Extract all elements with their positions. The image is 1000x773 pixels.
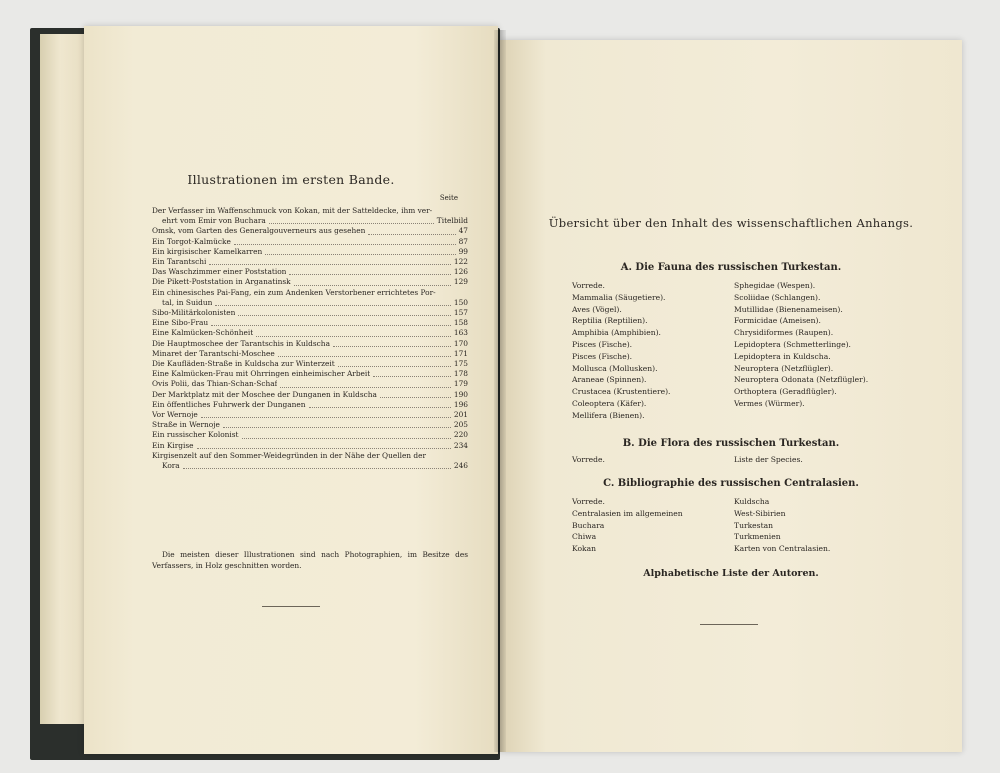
illustration-title: Minaret der Tarantschi-Moschee bbox=[152, 348, 275, 358]
list-item: Vorrede. bbox=[572, 497, 605, 506]
list-item: Chiwa bbox=[572, 532, 597, 542]
dot-leader bbox=[368, 234, 455, 235]
dot-leader bbox=[280, 387, 451, 388]
list-item: Lepidoptera in Kuldscha. bbox=[734, 351, 831, 361]
dot-leader bbox=[201, 417, 451, 418]
list-item: Karten von Centralasien. bbox=[734, 544, 831, 554]
illustration-page: 234 bbox=[453, 440, 468, 450]
illustration-page: 190 bbox=[453, 389, 468, 399]
list-item bbox=[152, 237, 468, 247]
list-item bbox=[152, 441, 468, 451]
illustration-title: Die Kaufläden-Straße in Kuldscha zur Winterzeit bbox=[152, 359, 335, 369]
dot-leader bbox=[373, 376, 451, 377]
list-item bbox=[152, 390, 468, 400]
list-item: Aves (Vögel). bbox=[572, 304, 622, 314]
list-item: Mellifera (Bienen). bbox=[572, 410, 645, 420]
list-item bbox=[152, 400, 468, 410]
illustration-page: 171 bbox=[453, 348, 468, 358]
list-item: Formicidae (Ameisen). bbox=[734, 316, 821, 326]
illustration-page: 178 bbox=[453, 369, 468, 379]
list-item: Turkmenien bbox=[734, 532, 781, 542]
list-item: Liste der Species. bbox=[734, 455, 803, 464]
dot-leader bbox=[338, 366, 451, 367]
dot-leader bbox=[256, 336, 451, 337]
list-item: Kokan bbox=[572, 544, 597, 554]
list-item: Vorrede. bbox=[572, 281, 605, 290]
illustration-title: Das Waschzimmer einer Poststation bbox=[152, 267, 287, 277]
illustration-page: 170 bbox=[453, 338, 468, 348]
illustration-title: Ein chinesisches Pai-Fang, ein zum Andenken Verstorbener errichtetes Por- bbox=[152, 287, 436, 297]
dot-leader bbox=[223, 427, 451, 428]
list-item: Vorrede. bbox=[572, 455, 605, 464]
list-item: West-Sibirien bbox=[734, 508, 786, 518]
list-item: Vermes (Würmer). bbox=[734, 398, 805, 408]
illustration-page: 157 bbox=[453, 308, 468, 318]
illustrations-note: Die meisten dieser Illustrationen sind nach Photographien, im Besitze des Verfassers, in Holz geschnitten worden. bbox=[152, 550, 468, 570]
dot-leader bbox=[209, 264, 451, 265]
list-item: Mutillidae (Bienenameisen). bbox=[734, 304, 843, 314]
illustration-title: Ovis Polii, das Thian-Schan-Schaf bbox=[152, 379, 278, 389]
illustration-page: 175 bbox=[453, 359, 468, 369]
list-item bbox=[152, 379, 468, 389]
list-item: Crustacea (Krustentiere). bbox=[572, 387, 671, 397]
illustration-page: 99 bbox=[458, 246, 468, 256]
list-item: Turkestan bbox=[734, 520, 774, 530]
illustration-title: Vor Wernoje bbox=[152, 410, 198, 420]
section-c-heading: C. Bibliographie des russischen Centralasien. bbox=[603, 478, 859, 489]
list-item: Scoliidae (Schlangen). bbox=[734, 292, 821, 302]
list-item bbox=[152, 430, 468, 440]
list-item-continued bbox=[152, 298, 468, 308]
list-item: Pisces (Fische). bbox=[572, 339, 633, 349]
list-item: Neuroptera Odonata (Netzflügler). bbox=[734, 375, 869, 385]
illustration-title: Omsk, vom Garten des Generalgouverneurs aus gesehen bbox=[152, 226, 366, 236]
list-item bbox=[152, 226, 468, 236]
list-item bbox=[152, 247, 468, 257]
dot-leader bbox=[380, 397, 451, 398]
dot-leader bbox=[183, 468, 451, 469]
illustration-page: 246 bbox=[453, 461, 468, 471]
list-item: Neuroptera (Netzflügler). bbox=[734, 363, 834, 373]
dot-leader bbox=[265, 254, 455, 255]
illustration-page: 47 bbox=[458, 226, 468, 236]
list-item bbox=[152, 420, 468, 430]
right-page-title: Übersicht über den Inhalt des wissenschaftlichen Anhangs. bbox=[548, 216, 914, 230]
illustration-title: Kirgisenzelt auf den Sommer-Weidegründen in der Nähe der Quellen der bbox=[152, 450, 427, 460]
dot-leader bbox=[211, 325, 451, 326]
illustration-title-continued: ehrt vom Emir von Buchara bbox=[162, 216, 266, 226]
list-item bbox=[152, 288, 468, 298]
section-a-heading: A. Die Fauna des russischen Turkestan. bbox=[620, 262, 842, 273]
dot-leader bbox=[333, 346, 451, 347]
dot-leader bbox=[197, 448, 451, 449]
illustration-page: 205 bbox=[453, 420, 468, 430]
right-page bbox=[500, 40, 962, 752]
illustration-page: 87 bbox=[458, 236, 468, 246]
illustration-page: 122 bbox=[453, 257, 468, 267]
illustration-title-continued: tal, in Suidun bbox=[162, 297, 213, 307]
section-b-heading: B. Die Flora des russischen Turkestan. bbox=[622, 438, 840, 449]
illustration-title: Ein öffentliches Fuhrwerk der Dunganen bbox=[152, 399, 306, 409]
list-item: Kuldscha bbox=[734, 497, 770, 506]
list-item bbox=[152, 349, 468, 359]
section-b-list bbox=[572, 454, 892, 466]
illustration-page: 126 bbox=[453, 267, 468, 277]
illustration-title: Ein Kirgise bbox=[152, 440, 194, 450]
illustration-title: Eine Sibo-Frau bbox=[152, 318, 209, 328]
illustration-title: Der Marktplatz mit der Moschee der Dunganen in Kuldscha bbox=[152, 389, 377, 399]
list-item bbox=[152, 328, 468, 338]
list-item bbox=[152, 257, 468, 267]
dot-leader bbox=[215, 305, 451, 306]
list-item: Sphegidae (Wespen). bbox=[734, 281, 816, 290]
illustration-title: Ein Torgot-Kalmücke bbox=[152, 236, 231, 246]
list-item: Buchara bbox=[572, 520, 605, 530]
list-item: Reptilia (Reptilien). bbox=[572, 316, 648, 326]
illustration-page: Titelbild bbox=[436, 216, 468, 226]
list-item: Mollusca (Mollusken). bbox=[572, 363, 658, 373]
book-gutter bbox=[494, 30, 506, 752]
list-item: Mammalia (Säugetiere). bbox=[572, 292, 666, 302]
illustration-title: Der Verfasser im Waffenschmuck von Kokan, mit der Satteldecke, ihm ver- bbox=[152, 206, 433, 215]
list-item: Centralasien im allgemeinen bbox=[572, 508, 683, 518]
illustration-page: 196 bbox=[453, 399, 468, 409]
divider-rule bbox=[262, 606, 320, 607]
list-item bbox=[152, 308, 468, 318]
illustration-title: Die Pikett-Poststation in Arganatinsk bbox=[152, 277, 291, 287]
list-item: Chrysidiformes (Raupen). bbox=[734, 328, 834, 338]
section-c-list bbox=[572, 496, 892, 555]
list-item bbox=[152, 451, 468, 461]
left-page bbox=[84, 26, 498, 754]
list-item bbox=[152, 339, 468, 349]
illustration-page: 179 bbox=[453, 379, 468, 389]
dot-leader bbox=[309, 407, 451, 408]
illustrations-list bbox=[152, 206, 468, 471]
illustration-title: Sibo-Militärkolonisten bbox=[152, 308, 236, 318]
illustration-page: 220 bbox=[453, 430, 468, 440]
list-item: Araneae (Spinnen). bbox=[572, 375, 647, 385]
illustration-title: Die Hauptmoschee der Tarantschis in Kuldscha bbox=[152, 338, 330, 348]
section-a-list bbox=[572, 280, 892, 422]
illustration-title: Straße in Wernoje bbox=[152, 420, 220, 430]
page-edges bbox=[40, 34, 90, 724]
closing-heading: Alphabetische Liste der Autoren. bbox=[643, 568, 819, 579]
illustration-page: 163 bbox=[453, 328, 468, 338]
dot-leader bbox=[278, 356, 451, 357]
illustration-page: 158 bbox=[453, 318, 468, 328]
list-item bbox=[152, 410, 468, 420]
list-item bbox=[152, 267, 468, 277]
title-rule bbox=[714, 240, 744, 241]
illustration-title-continued: Kora bbox=[162, 461, 180, 471]
illustration-title: Ein russischer Kolonist bbox=[152, 430, 239, 440]
illustration-title: Eine Kalmücken-Schönheit bbox=[152, 328, 254, 338]
illustration-page: 201 bbox=[453, 410, 468, 420]
dot-leader bbox=[289, 274, 450, 275]
list-item bbox=[152, 369, 468, 379]
list-item-continued bbox=[152, 216, 468, 226]
list-item: Orthoptera (Geradflügler). bbox=[734, 387, 837, 397]
list-item: Amphibia (Amphibien). bbox=[572, 328, 661, 338]
illustration-title: Eine Kalmücken-Frau mit Ohrringen einheimischer Arbeit bbox=[152, 369, 371, 379]
list-item: Pisces (Fische). bbox=[572, 351, 633, 361]
dot-leader bbox=[238, 315, 450, 316]
dot-leader bbox=[234, 244, 456, 245]
list-item: Lepidoptera (Schmetterlinge). bbox=[734, 339, 851, 349]
page-column-label: Seite bbox=[439, 194, 458, 202]
list-item bbox=[152, 359, 468, 369]
dot-leader bbox=[269, 223, 434, 224]
list-item: Coleoptera (Käfer). bbox=[572, 398, 647, 408]
divider-rule bbox=[700, 624, 758, 625]
list-item bbox=[152, 206, 468, 216]
illustration-title: Ein kirgisischer Kamelkarren bbox=[152, 246, 263, 256]
list-item-continued bbox=[152, 461, 468, 471]
illustration-page: 150 bbox=[453, 297, 468, 307]
dot-leader bbox=[294, 285, 451, 286]
left-page-title: Illustrationen im ersten Bande. bbox=[187, 172, 395, 187]
illustration-page: 129 bbox=[453, 277, 468, 287]
list-item bbox=[152, 277, 468, 287]
list-item bbox=[152, 318, 468, 328]
dot-leader bbox=[242, 438, 451, 439]
illustration-title: Ein Tarantschi bbox=[152, 257, 207, 267]
